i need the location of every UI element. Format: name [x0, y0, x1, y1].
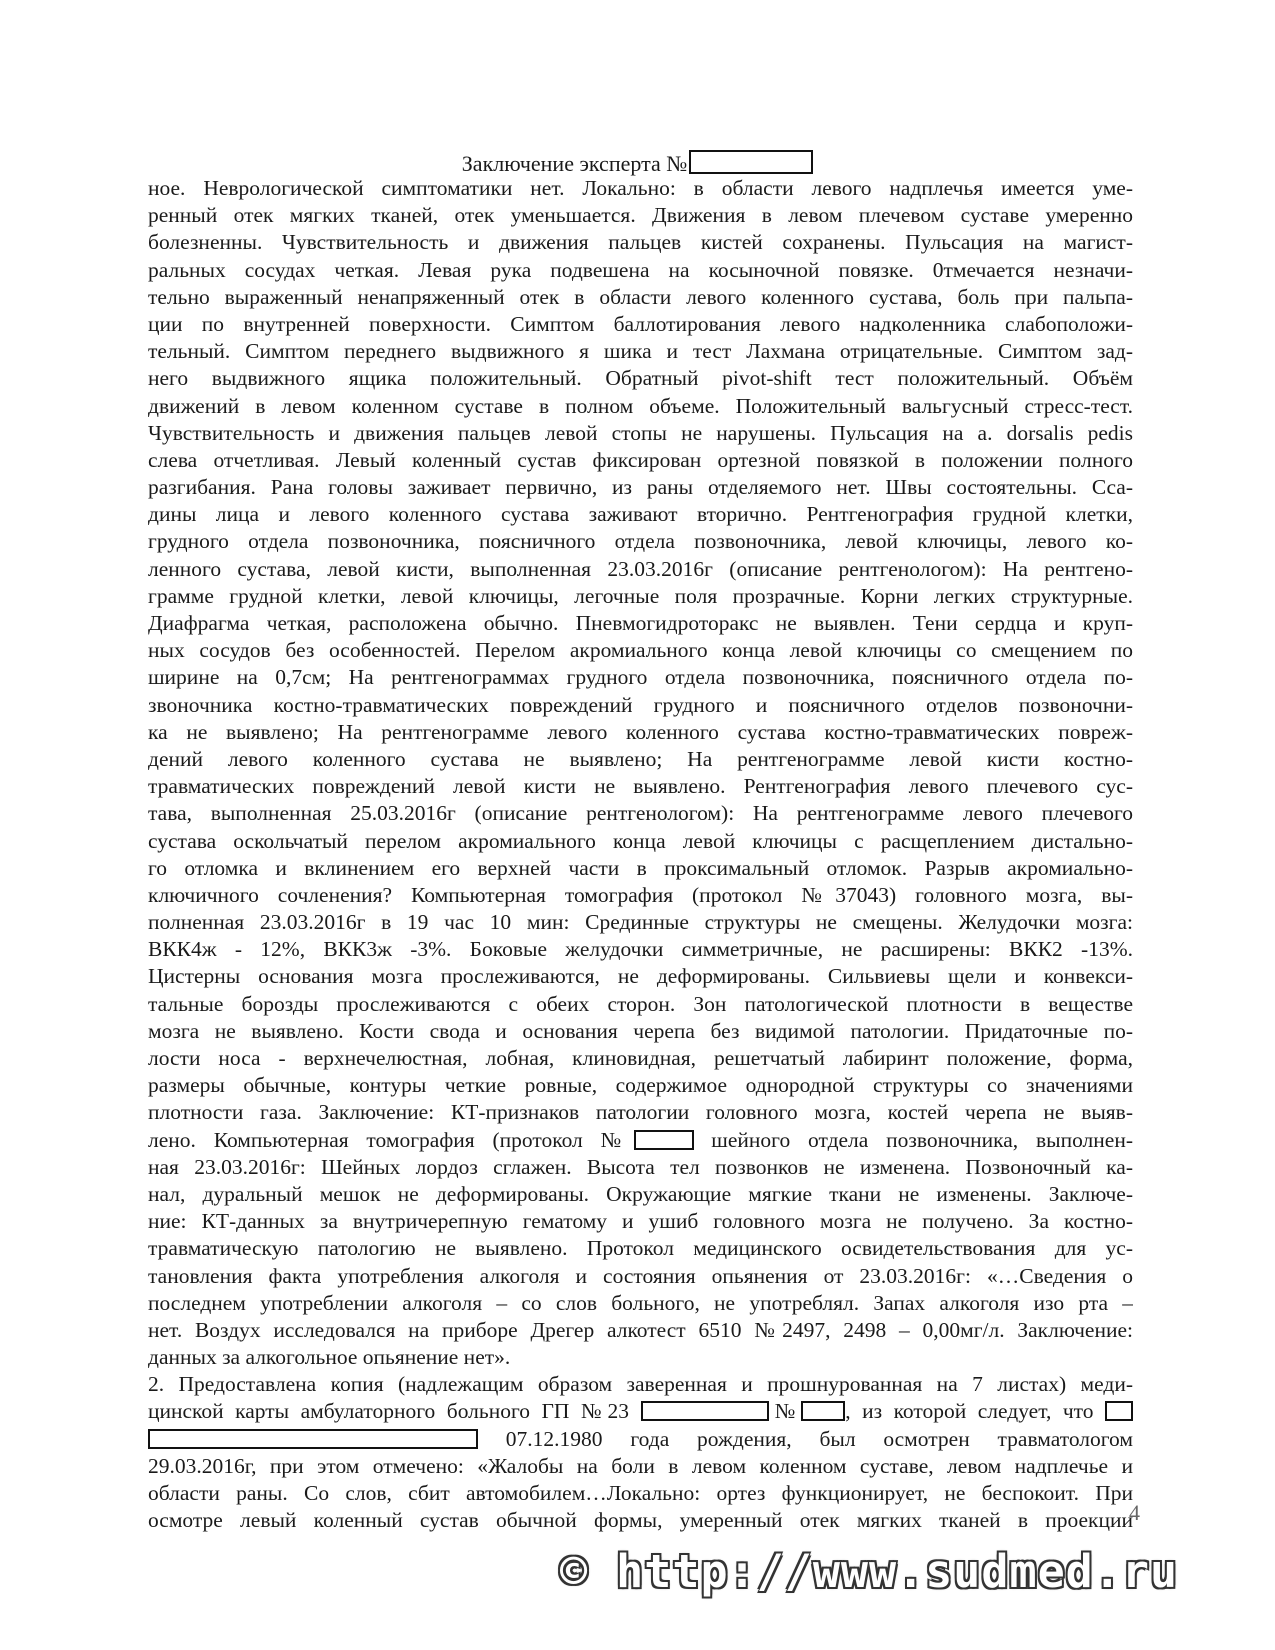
text-line: полненная 23.03.2016г в 19 час 10 мин: Срединные структуры не смещены. Желудочки мозга:: [148, 910, 1133, 935]
text-line: дений левого коленного сустава не выявлено; На рентгенограмме левой кисти костно-: [148, 746, 1133, 771]
text-line: Цистерны основания мозга прослеживаются, не деформированы. Сильвиевы щели и конвекси-: [148, 964, 1133, 989]
text-line: ширине на 0,7см; На рентгенограммах грудного отдела позвоночника, поясничного отдела по-: [148, 665, 1133, 690]
redaction-box: [689, 150, 813, 174]
text-line: ключичного сочленения? Компьютерная томография (протокол №37043) головного мозга, вы-: [148, 882, 1133, 907]
redaction-box: [641, 1401, 769, 1421]
text-line: [148, 1127, 1133, 1154]
text-line: слева отчетливая. Левый коленный сустав фиксирован ортезной повязкой в положении полного: [148, 447, 1133, 472]
page-number: 4: [1129, 1500, 1140, 1525]
text-segment: цинской карты амбулаторного больного ГП №23: [148, 1399, 641, 1424]
text-segment: лено. Компьютерная томография (протокол №: [148, 1127, 634, 1152]
text-line: грудного отдела позвоночника, поясничного отдела позвоночника, левой ключицы, левого ко-: [148, 529, 1133, 554]
text-segment: 07.12.1980 года рождения, был осмотрен травматологом: [478, 1426, 1133, 1451]
text-segment: шейного отдела позвоночника, выполнен-: [693, 1127, 1133, 1152]
redaction-box: [634, 1130, 694, 1150]
text-line: 29.03.2016г, при этом отмечено: «Жалобы на боли в левом коленном суставе, левом надплечье и: [148, 1453, 1133, 1478]
text-line: [148, 1398, 1133, 1425]
text-line: го отломка и вклинением его верхней части в проксимальный отломок. Разрыв акромиально-: [148, 855, 1133, 880]
text-line: разгибания. Рана головы заживает первично, из раны отделяемого нет. Швы состоятельны. Сса-: [148, 475, 1133, 500]
text-line: ции по внутренней поверхности. Симптом баллотирования левого надколенника слабоположи-: [148, 311, 1133, 336]
text-segment: №: [768, 1399, 802, 1424]
redaction-box: [801, 1401, 845, 1421]
text-line: ральных сосудах четкая. Левая рука подвешена на косыночной повязке. 0тмечается незначи-: [148, 257, 1133, 282]
document-body: [148, 175, 1133, 1534]
text-line: звоночника костно-травматических повреждений грудного и поясничного отделов позвоночни-: [148, 692, 1133, 717]
text-line: грамме грудной клетки, левой ключицы, легочные поля прозрачные. Корни легких структурные.: [148, 583, 1133, 608]
redaction-box: [148, 1429, 478, 1449]
text-line: ка не выявлено; На рентгенограмме левого коленного сустава костно-травматических повреж-: [148, 719, 1133, 744]
text-line: нал, дуральный мешок не деформированы. Окружающие мягкие ткани не изменены. Заключе-: [148, 1181, 1133, 1206]
text-line: ние: КТ-данных за внутричерепную гематому и ушиб головного мозга не получено. За костно-: [148, 1209, 1133, 1234]
text-line: травматических повреждений левой кисти не выявлено. Рентгенография левого плечевого сус-: [148, 774, 1133, 799]
text-line: плотности газа. Заключение: КТ-признаков патологии головного мозга, костей черепа не выяв-: [148, 1100, 1133, 1125]
text-line: последнем употреблении алкоголя – со слов больного, не употреблял. Запах алкоголя изо рта –: [148, 1290, 1133, 1315]
text-line: травматическую патологию не выявлено. Протокол медицинского освидетельствования для ус-: [148, 1236, 1133, 1261]
text-line: ная 23.03.2016г: Шейных лордоз сглажен. Высота тел позвонков не изменена. Позвоночный ка-: [148, 1154, 1133, 1179]
text-line: дины лица и левого коленного сустава заживают вторично. Рентгенография грудной клетки,: [148, 502, 1133, 527]
header-title: Заключение эксперта №: [461, 151, 688, 176]
text-line: Диафрагма четкая, расположена обычно. Пневмогидроторакс не выявлен. Тени сердца и круп-: [148, 611, 1133, 635]
text-line: болезненны. Чувствительность и движения пальцев кистей сохранены. Пульсация на магист-: [148, 230, 1133, 255]
text-line: осмотре левый коленный сустав обычной формы, умеренный отек мягких тканей в проекции: [148, 1508, 1133, 1533]
text-line: него выдвижного ящика положительный. Обратный pivot-shift тест положительный. Объём: [148, 366, 1133, 391]
text-line: 2. Предоставлена копия (надлежащим образом заверенная и прошнурованная на 7 листах) меди-: [148, 1372, 1133, 1397]
text-line: тельный. Симптом переднего выдвижного я шика и тест Лахмана отрицательные. Симптом зад-: [148, 339, 1133, 364]
text-segment: , из которой следует, что: [845, 1399, 1106, 1424]
text-line: ренный отек мягких тканей, отек уменьшается. Движения в левом плечевом суставе умеренно: [148, 203, 1133, 228]
text-line: тава, выполненная 25.03.2016г (описание рентгенологом): На рентгенограмме левого плечевого: [148, 801, 1133, 826]
text-line: области раны. Со слов, сбит автомобилем…Локально: ортез функционирует, не беспокоит. При: [148, 1481, 1133, 1505]
text-line: размеры обычные, контуры четкие ровные, содержимое однородной структуры со значениями: [148, 1073, 1133, 1098]
text-line: ное. Неврологической симптоматики нет. Локально: в области левого надплечья имеется уме-: [148, 176, 1133, 200]
text-line: тановления факта употребления алкоголя и состояния опьянения от 23.03.2016г: «…Сведения о: [148, 1263, 1133, 1288]
text-line: Чувствительность и движения пальцев левой стопы не нарушены. Пульсация на a. dorsalis pedis: [148, 420, 1133, 445]
text-line: сустава оскольчатый перелом акромиального конца левой ключицы с расщеплением дистально-: [148, 828, 1133, 853]
text-line: тальные борозды прослеживаются с обеих сторон. Зон патологической плотности в веществе: [148, 991, 1133, 1016]
text-line: ленного сустава, левой кисти, выполненная 23.03.2016г (описание рентгенологом): На рентгено-: [148, 556, 1133, 581]
text-line: нет. Воздух исследовался на приборе Дрегер алкотест 6510 №2497, 2498 – 0,00мг/л. Заключение:: [148, 1317, 1133, 1342]
text-line: тельно выраженный ненапряженный отек в области левого коленного сустава, боль при пальпа-: [148, 284, 1133, 309]
watermark: © http://www.sudmed.ru: [560, 1545, 1179, 1598]
text-line: ных сосудов без особенностей. Перелом акромиального конца левой ключицы со смещением по: [148, 638, 1133, 663]
text-line: мозга не выявлено. Кости свода и основания черепа без видимой патологии. Придаточные по-: [148, 1018, 1133, 1043]
text-line: ВКК4ж - 12%, ВКК3ж -3%. Боковые желудочки симметричные, не расширены: ВКК2 -13%.: [148, 937, 1133, 962]
text-line: [148, 1426, 1133, 1453]
text-line: движений в левом коленном суставе в полном объеме. Положительный вальгусный стресс-тест.: [148, 393, 1133, 418]
text-line: лости носа - верхнечелюстная, лобная, клиновидная, решетчатый лабиринт положение, форма,: [148, 1046, 1133, 1070]
text-line: данных за алкогольное опьянение нет».: [148, 1345, 511, 1370]
page-header: [0, 150, 1275, 178]
redaction-box: [1105, 1401, 1133, 1421]
